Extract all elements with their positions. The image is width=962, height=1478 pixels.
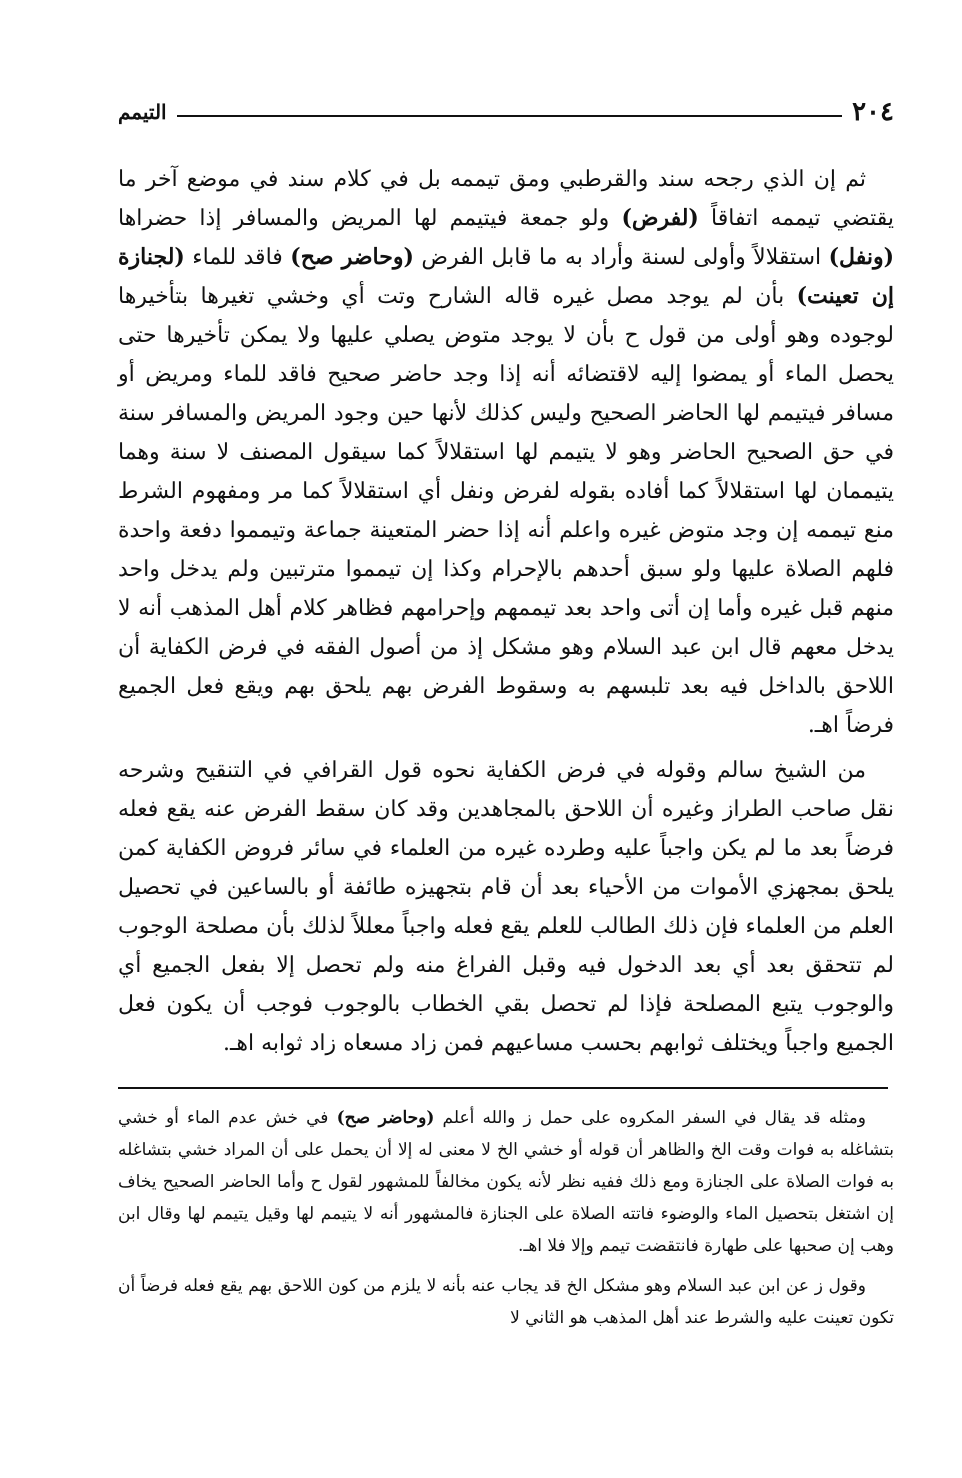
bold-term: (وحاضر صح) xyxy=(336,1108,435,1128)
page-header xyxy=(118,92,894,132)
bold-term: (لفرض) xyxy=(621,205,699,231)
main-paragraph-1 xyxy=(118,160,894,745)
page-number: ٢٠٤ xyxy=(852,97,894,127)
text-span: فاقد للماء xyxy=(184,245,291,270)
bold-term: (وحاضر صح) xyxy=(290,244,414,270)
bold-term: (لجنازة إن تعينت) xyxy=(118,244,895,309)
running-head: التيمم xyxy=(118,100,167,124)
text-span: في خش عدم الماء أو خشي بتشاغله به فوات وقت الخ والظاهر أن قوله أو خشي الخ لا معنى له إلا أن يحمل على أن المراد خشي بتشاغله به فوات الصلاة على الجنازة ومع ذلك ففيه نظر لأنه يكون مخالفاً للمشهور لقول ح وأما الحاضر الصحيح يخاف إن اشتغل بتحصيل الماء والوضوء فاتته الصلاة على الجنازة فالمشهور أنه لا يتيمم لها وقيل يتيمم لها وقال ابن وهب إن صحبها على طهارة فانتقضت تيمم وإلا فلا اهـ. xyxy=(118,1108,894,1256)
text-span: ثم إن الذي رجحه سند والقرطبي ومق تيممه بل في كلام سند في موضع آخر ما يقتضي تيممه اتفاقاً xyxy=(118,167,894,231)
text-span: ومثله قد يقال في السفر المكروه على حمل ز والله أعلم xyxy=(434,1108,866,1128)
header-rule xyxy=(177,115,843,117)
bold-term: (ونفل) xyxy=(828,244,894,270)
text-span: استقلالاً وأولى لسنة وأراد به ما قابل الفرض xyxy=(413,245,829,270)
footnote-2: وقول ز عن ابن عبد السلام وهو مشكل الخ قد يجاب عنه بأنه لا يلزم من كون اللاحق بهم يقع فعله فرضاً أن تكون تعينت عليه والشرط عند أهل المذهب هو الثاني لا xyxy=(118,1276,894,1328)
text-span: بأن لم يوجد مصل غيره قاله الشارح وتت أي وخشي تغيرها بتأخيرها لوجوده وهو أولى من قول ح بأن لا يوجد متوض يصلي عليها ولا يمكن تأخيرها حتى يحصل الماء أو يمضوا إليه لاقتضائه أنه إذا وجد حاضر صحيح فاقد للماء ومريض أو مسافر فيتيمم لها الحاضر الصحيح وليس كذلك لأنها حين وجود المريض والمسافر سنة في حق الصحيح الحاضر وهو لا يتيمم لها استقلالاً كما سيقول المصنف لا سنة وهما يتيممان لها استقلالاً كما أفاده بقوله لفرض ونفل أي استقلالاً كما مر ومفهوم الشرط منع تيممه إن وجد متوض غيره واعلم أنه إذا حضر المتعينة جماعة وتيمموا دفعة واحدة فلهم الصلاة عليها ولو سبق أحدهم بالإحرام وكذا إن تيمموا مترتبين ولم يدخل واحد منهم قبل غيره وأما إن أتى واحد بعد تيممهم وإحرامهم فظاهر كلام أهل المذهب أنه لا يدخل معهم قال ابن عبد السلام وهو مشكل إذ من أصول الفقه في فرض الكفاية أن اللاحق بالداخل فيه بعد تلبسهم به وسقوط الفرض بهم يلحق بهم ويقع فعل الجميع فرضاً اهـ. xyxy=(118,284,894,738)
footnote-1 xyxy=(118,1102,894,1262)
main-paragraph-2: من الشيخ سالم وقوله في فرض الكفاية نحوه قول القرافي في التنقيح وشرحه نقل صاحب الطراز وغيره أن اللاحق بالمجاهدين وقد كان سقط الفرض عنه يقع فعله فرضاً بعد ما لم يكن واجباً عليه وطرده غيره من العلماء في سائر فروض الكفاية كمن يلحق بمجهزي الأموات من الأحياء بعد أن قام بتجهيزه طائفة أو بالساعين في تحصيل العلم من العلماء فإن ذلك الطالب للعلم يقع فعله واجباً معللاً لذلك بأن مصلحة الوجوب لم تتحقق بعد أي بعد الدخول فيه وقبل الفراغ منه ولم تحصل إلا بفعل الجميع أي والوجوب يتبع المصلحة فإذا لم تحصل بقي الخطاب بالوجوب فوجب أن يكون فعل الجميع واجباً ويختلف ثوابهم بحسب مساعيهم فمن زاد مسعاه زاد ثوابه اهـ. xyxy=(118,758,894,1056)
footnotes xyxy=(118,1102,894,1334)
text-span: ولو جمعة فيتيمم لها المريض والمسافر إذا حضراها xyxy=(118,206,622,231)
main-text xyxy=(118,160,894,1063)
footnote-separator xyxy=(118,1087,888,1089)
